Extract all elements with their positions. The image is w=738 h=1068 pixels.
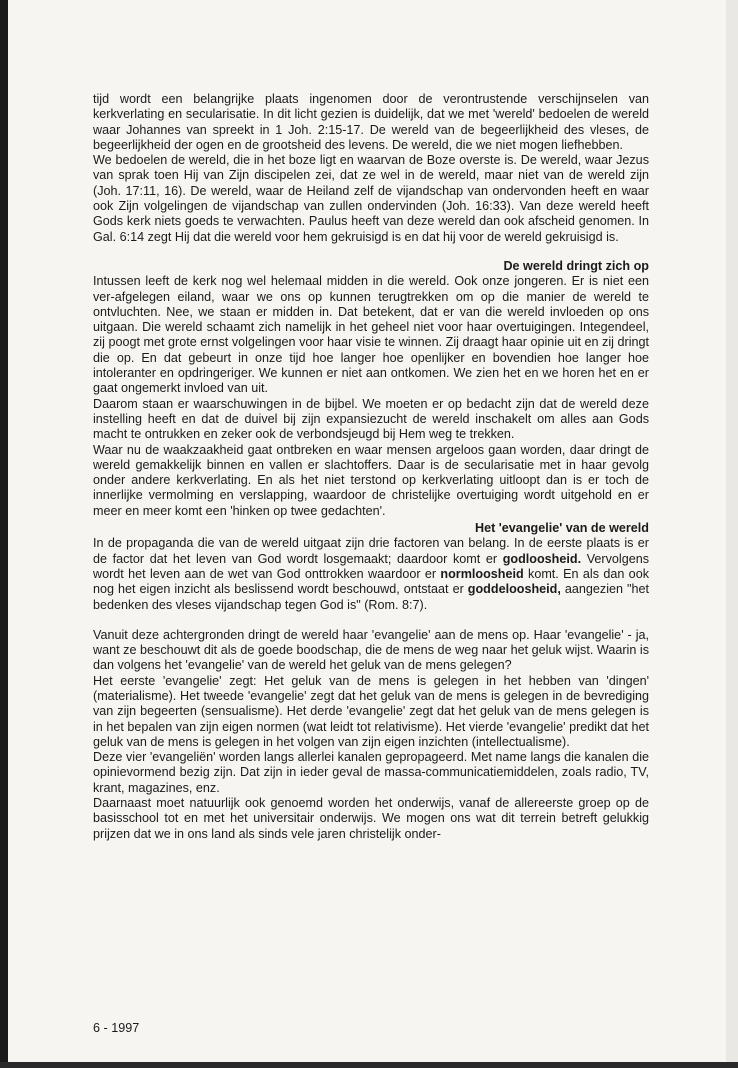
paragraph-vier-evangelien: Het eerste 'evangelie' zegt: Het geluk van de mens is gelegen in het hebben van 'dingen' (materialisme). Het tweede 'evangelie' zegt dat het geluk van de mens is gelegen in de bevrediging van zijn begeerten (sensualisme). Het derde 'evangelie' zegt dat het geluk van de mens gelegen is in het bepalen van zijn eigen normen (wat leidt tot relativisme). Het vierde 'evangelie' predikt dat het geluk van de mens is gelegen in het volgen van zijn eigen inzichten (intellectualisme).: [93, 673, 649, 749]
paragraph-evangelie-wereld: Vanuit deze achtergronden dringt de wereld haar 'evangelie' aan de mens op. Haar 'evangelie' - ja, want ze beschouwt dit als de goede boodschap, die de mens de weg naar het geluk wijst. Waarin is dan volgens het 'evangelie' van de wereld het geluk van de mens gelegen?: [93, 627, 649, 673]
paragraph-waarschuwingen: Daarom staan er waarschuwingen in de bijbel. We moeten er op bedacht zijn dat de wereld deze instelling heeft en dat de duivel bij zijn expansiezucht de wereld inschakelt om alles aan Gods macht te ontrukken en zeker ook de verbondsjeugd bij Hem weg te trekken.: [93, 396, 649, 442]
section-heading-wereld-dringt: De wereld dringt zich op: [503, 258, 649, 273]
text-segment: aangezien "het bedenken des vleses vijandschap tegen God is" (Rom. 8:7).: [93, 582, 649, 612]
scan-bottom-edge: [0, 1062, 738, 1068]
paragraph-world-definition: We bedoelen de wereld, die in het boze ligt en waarvan de Boze overste is. De wereld, waar Jezus van sprak toen Hij van Zijn discipelen zei, dat ze wel in de wereld, maar niet van de wereld zijn (Joh. 17:11, 16). De wereld, waar de Heiland zelf de vijandschap van ondervonden heeft en waar ook Zijn volgelingen de vijandschap van zullen ondervinden (Joh. 16:33). Van deze wereld heeft Gods kerk niets goeds te verwachten. Paulus heeft van deze wereld dan ook afscheid genomen. In Gal. 6:14 zegt Hij dat die wereld voor hem gekruisigd is en dat hij voor de wereld gekruisigd is.: [93, 153, 649, 244]
paragraph-kanalen: Deze vier 'evangeliën' worden langs allerlei kanalen gepropageerd. Met name langs die kanalen die opinievormend bezig zijn. Dat zijn in ieder geval de massa-communicatiemiddelen, zoals radio, TV, krant, magazines, enz.: [93, 750, 649, 795]
text-segment: In de propaganda die van de wereld uitgaat zijn drie factoren van belang. In de eerste plaats is er de factor dat het leven van God wordt losgemaakt; daardoor komt er: [93, 536, 649, 566]
term-goddeloosheid: goddeloosheid,: [467, 582, 561, 597]
term-normloosheid: normloosheid: [440, 566, 524, 581]
paragraph-intro: tijd wordt een belangrijke plaats ingenomen door de verontrustende verschijnselen van kerkverlating en secularisatie. In dit licht gezien is duidelijk, dat we met 'wereld' bedoelen de wereld waar Johannes van spreekt in 1 Joh. 2:15-17. De wereld van de begeerlijkheid des vleses, de begeerlijkheid der ogen en de grootsheid des levens. De wereld, die we niet mogen liefhebben.: [93, 92, 649, 152]
term-godloosheid: godloosheid.: [502, 551, 582, 566]
adjacent-page-edge: [726, 0, 738, 1068]
text-segment: Vervolgens wordt het leven aan de wet van God onttrokken waardoor er: [93, 551, 650, 581]
article-body: [93, 92, 649, 842]
paragraph-waakzaamheid: Waar nu de waakzaakheid gaat ontbreken en waar mensen argeloos gaan worden, daar dringt de wereld gemakkelijk binnen en vallen er slachtoffers. Daar is de secularisatie met in haar gevolg onder andere kerkverlating. En als het niet terstond op kerkverlating uitloopt dan is er toch de innerlijke vermolming en verslapping, waardoor de christelijke overtuiging wordt uitgehold en er meer en meer komt een 'hinken op twee gedachten'.: [93, 442, 649, 518]
paragraph-onderwijs: Daarnaast moet natuurlijk ook genoemd worden het onderwijs, vanaf de allereerste groep op de basisschool tot en met het universitair onderwijs. We mogen ons wat dit terrein betreft gelukkig prijzen dat we in ons land als sinds vele jaren christelijk onder-: [93, 796, 649, 841]
paragraph-drie-factoren: [93, 536, 649, 612]
page-footer: 6 - 1997: [93, 1021, 140, 1035]
section-heading-evangelie: Het 'evangelie' van de wereld: [475, 521, 649, 536]
paragraph-kerk-midden: Intussen leeft de kerk nog wel helemaal midden in die wereld. Ook onze jongeren. Er is niet een ver-afgelegen eiland, waar we ons op kunnen terugtrekken om op die manier de wereld te ontvluchten. Nee, we staan er midden in. Dat betekent, dat er van die wereld invloeden op ons uitgaan. Die wereld schaamt zich namelijk in het geheel niet voor haar overtuigingen. Integendeel, zij poogt met grote ernst volgelingen voor haar visie te winnen. Zij draagt haar opinie uit en zij dringt die op. En dat gebeurt in onze tijd hoe langer hoe openlijker en bovendien hoe langer hoe intoleranter en opdringeriger. We kunnen er niet aan ontkomen. We zien het en we horen het en er gaat ongemerkt invloed van uit.: [93, 274, 649, 396]
text-segment: komt. En als dan ook nog het eigen inzicht als beslissend wordt beschouwd, ontstaat er: [93, 566, 649, 597]
